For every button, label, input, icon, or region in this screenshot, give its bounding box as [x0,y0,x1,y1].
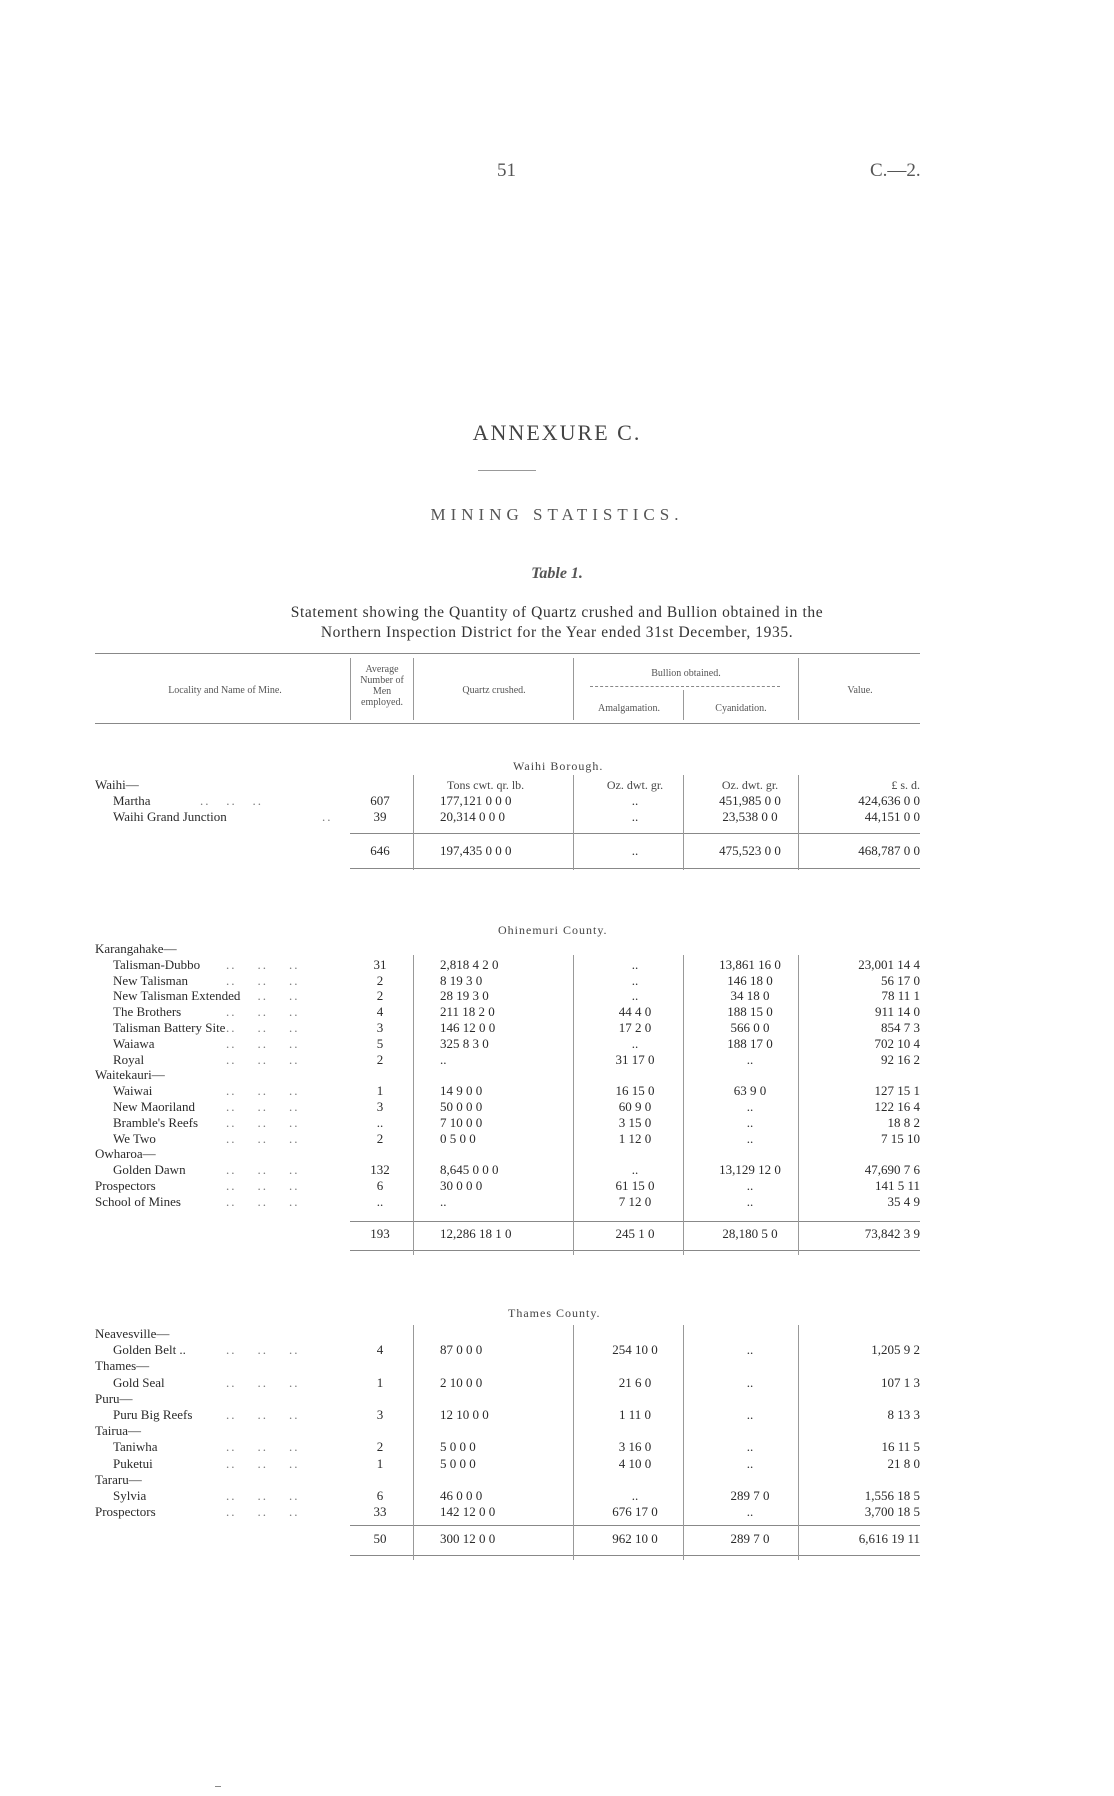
total-rule [350,833,920,834]
col-header-bullion: Bullion obtained. [651,668,721,679]
col-divider [413,955,414,1255]
total-rule [350,1221,920,1222]
col-divider [413,1325,414,1560]
col-divider [573,1325,574,1560]
col-header-amalgamation: Amalgamation. [598,703,660,714]
table-row: Owharoa— [95,1146,156,1162]
table-row: Gold Seal .. .. .. 1 2 10 0 0 21 6 0 .. 107 1 3 [113,1374,920,1390]
table-row: Waihi Grand Junction .. 39 20,314 0 0 0 .. 23,538 0 0 44,151 0 0 [113,809,920,824]
col-header-cyanidation: Cyanidation. [715,703,767,714]
col-divider [798,1325,799,1560]
table-caption [0,603,1114,643]
table-row: New Talisman .. .. .. 2 8 19 3 0 .. 146 18 0 56 17 0 [113,972,920,988]
col-divider [413,775,414,870]
page-number: 51 [497,160,516,181]
table-row: Waiwai .. .. .. 1 14 9 0 0 16 15 0 63 9 0 127 15 1 [113,1083,920,1099]
col-divider [573,955,574,1255]
table-row: Puketui .. .. .. 1 5 0 0 0 4 10 0 .. 21 8 0 [113,1455,920,1471]
header-bottom-rule [95,723,920,724]
total-rule [350,868,920,869]
header-top-rule [95,653,920,654]
col-divider [798,955,799,1255]
caption-line-1: Statement showing the Quantity of Quartz crushed and Bullion obtained in the [290,604,824,621]
page-mark [215,1786,221,1787]
table-row: Prospectors .. .. .. 6 30 0 0 0 61 15 0 .. 141 5 11 [95,1178,920,1193]
caption-line-2: Northern Inspection District for the Year ended 31st December, 1935. [320,624,794,641]
total-rule [350,1250,920,1251]
table-row: Sylvia .. .. .. 6 46 0 0 0 .. 289 7 0 1,556 18 5 [113,1488,920,1503]
total-row: 646 197,435 0 0 0 .. 475,523 0 0 468,787 0 0 [370,843,920,858]
section-heading-ohinemuri: Ohinemuri County. [498,923,608,937]
table-row: New Talisman Extended .. .. .. 2 28 19 3 0 .. 34 18 0 78 11 1 [113,988,920,1004]
table-row: The Brothers .. .. .. 4 211 18 2 0 44 4 0 188 15 0 911 14 0 [113,1004,920,1020]
units-row: Tons cwt. qr. lb. Oz. dwt. gr. Oz. dwt. gr. £ s. d. [447,778,920,792]
col-header-value: Value. [847,685,873,696]
table-row: Talisman-Dubbo .. .. .. 31 2,818 4 2 0 .. 13,861 16 0 23,001 14 4 [113,956,920,972]
section-heading-waihi: Waihi Borough. [513,759,604,773]
total-rule [350,1555,920,1556]
total-row: 50 300 12 0 0 962 10 0 289 7 0 6,616 19 11 [373,1531,920,1546]
table-row: We Two .. .. .. 2 0 5 0 0 1 12 0 .. 7 15 10 [113,1130,920,1146]
col-divider [573,775,574,870]
table-row: Waiawa .. .. .. 5 325 8 3 0 .. 188 17 0 702 10 4 [113,1035,920,1051]
table-row: Martha .. .. .. 607 177,121 0 0 0 .. 451,985 0 0 424,636 0 0 [113,793,920,808]
col-divider [683,955,684,1255]
bullion-rule [590,686,780,687]
table-row: Tairua— [95,1423,142,1439]
table-number: Table 1. [531,565,583,582]
col-divider [683,1325,684,1560]
section-title: MINING STATISTICS. [430,505,684,524]
table-row: Thames— [95,1358,150,1374]
table-row: Waihi— [95,777,139,792]
table-row: School of Mines .. .. .. .. .. 7 12 0 .. 35 4 9 [95,1193,920,1209]
title-divider [478,470,536,471]
col-divider [798,775,799,870]
table-row: Waitekauri— [95,1067,165,1083]
table-row: Puru Big Reefs .. .. .. 3 12 10 0 0 1 11 0 .. 8 13 3 [113,1407,920,1422]
table-row: Taniwha .. .. .. 2 5 0 0 0 3 16 0 .. 16 11 5 [113,1439,920,1455]
document-code: C.—2. [870,160,921,181]
table-row: Puru— [95,1390,133,1406]
table-row: Talisman Battery Site .. .. .. 3 146 12 0 0 17 2 0 566 0 0 854 7 3 [113,1020,920,1035]
table-row: Karangahake— [95,941,177,956]
table-row: Royal .. .. .. 2 .. 31 17 0 .. 92 16 2 [113,1051,920,1067]
col-divider [798,658,799,720]
table-row: Tararu— [95,1471,142,1487]
total-rule [350,1525,920,1526]
col-header-quartz: Quartz crushed. [462,685,526,696]
table-row: Golden Dawn .. .. .. 132 8,645 0 0 0 .. 13,129 12 0 47,690 7 6 [113,1162,920,1178]
table-row: Neavesville— [95,1326,170,1341]
table-row: Bramble's Reefs .. .. .. .. 7 10 0 0 3 15 0 .. 18 8 2 [113,1114,920,1130]
col-divider [683,775,684,870]
total-row: 193 12,286 18 1 0 245 1 0 28,180 5 0 73,842 3 9 [370,1226,920,1241]
col-header-locality: Locality and Name of Mine. [168,685,282,696]
table-row: Prospectors .. .. .. 33 142 12 0 0 676 17 0 .. 3,700 18 5 [95,1504,920,1520]
table-row: Golden Belt .. .. .. .. 4 87 0 0 0 254 10 0 .. 1,205 9 2 [113,1342,920,1358]
section-heading-thames: Thames County. [508,1306,601,1320]
col-header-men: Average Number of Men employed. [360,664,404,708]
annexure-title: ANNEXURE C. [472,420,642,445]
table-row: New Maoriland .. .. .. 3 50 0 0 0 60 9 0 .. 122 16 4 [113,1099,920,1114]
